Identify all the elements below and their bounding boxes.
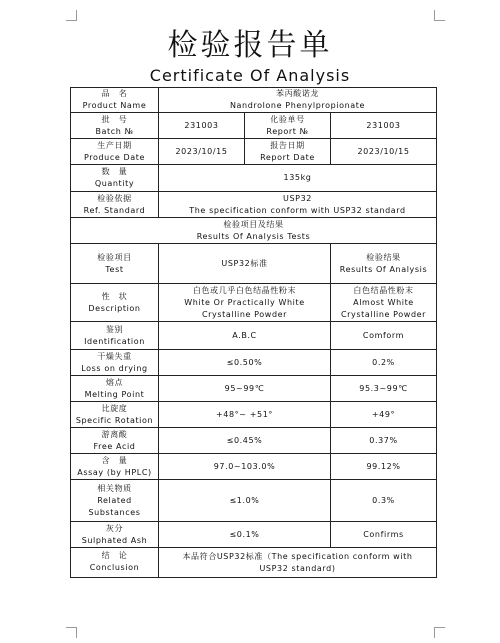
quantity-row — [71, 165, 437, 192]
test-name-cn: 性 状 — [101, 291, 128, 301]
test-row-melting-point — [71, 376, 437, 402]
certificate-table — [70, 87, 437, 578]
test-name-cell — [71, 454, 159, 480]
test-spec-cell: A.B.C — [159, 322, 331, 350]
report-date-label-cn: 报告日期 — [270, 140, 305, 150]
test-name-cell — [71, 522, 159, 548]
standard-value-cell — [159, 192, 437, 218]
test-name-cell — [71, 322, 159, 350]
conclusion-value-line-2: USP32 standard) — [259, 564, 336, 573]
test-spec-cell: ≤0.50% — [159, 350, 331, 376]
test-name-en: Loss on drying — [81, 363, 148, 373]
column-header-row — [71, 244, 437, 284]
test-result-cell: Comform — [331, 322, 437, 350]
report-date-label-en: Report Date — [260, 152, 315, 162]
test-name-cn: 鉴别 — [105, 324, 124, 334]
test-row-identification — [71, 322, 437, 350]
result-column-header-cn: 检验结果 — [366, 252, 401, 262]
test-row-assay — [71, 454, 437, 480]
test-row-sulphated-ash — [71, 522, 437, 548]
produce-date-value: 2023/10/15 — [159, 139, 245, 165]
test-name-en: Related Substances — [88, 495, 141, 517]
test-name-cell — [71, 284, 159, 322]
batch-label-en: Batch № — [95, 126, 134, 136]
test-name-en: Identification — [84, 336, 145, 346]
product-label-cn: 品 名 — [101, 89, 128, 98]
standard-value-line-2: The specification conform with USP32 standard — [189, 205, 406, 215]
test-row-description — [71, 284, 437, 322]
report-label-cn: 化验单号 — [270, 114, 305, 124]
product-row — [71, 88, 437, 113]
result-column-header-en: Results Of Analysis — [339, 264, 428, 274]
conclusion-label-en: Conclusion — [89, 563, 140, 572]
test-name-en: Description — [88, 303, 141, 313]
test-column-header-cn: 检验项目 — [97, 252, 132, 262]
document-title-chinese: 检验报告单 — [167, 28, 333, 63]
test-result-line-1: 白色结晶性粉末 — [353, 285, 414, 295]
spec-column-header: USP32标准 — [159, 244, 331, 284]
test-name-cn: 游离酸 — [101, 429, 128, 439]
report-date-label-cell — [245, 139, 331, 165]
product-value-cell — [159, 88, 437, 113]
report-value: 231003 — [331, 113, 437, 139]
report-label-cell — [245, 113, 331, 139]
produce-date-label-cn: 生产日期 — [97, 140, 132, 150]
test-name-cell — [71, 350, 159, 376]
batch-row — [71, 113, 437, 139]
test-name-cn: 灰分 — [105, 523, 124, 533]
results-header-row — [71, 218, 437, 244]
date-row — [71, 139, 437, 165]
crop-mark-bottom-left — [66, 627, 77, 638]
product-value-en: Nandrolone Phenylpropionate — [229, 101, 366, 110]
test-spec-cell: ≤0.45% — [159, 428, 331, 454]
test-result-cell: +49° — [331, 402, 437, 428]
test-spec-cell: 97.0~103.0% — [159, 454, 331, 480]
product-value-cn: 苯丙酸诺龙 — [276, 89, 319, 98]
test-spec-line-3: Crystalline Powder — [201, 309, 288, 319]
batch-label-cn: 批 号 — [101, 114, 128, 124]
test-name-en: Specific Rotation — [75, 415, 154, 425]
produce-date-label-cell — [71, 139, 159, 165]
test-spec-cell: ≤0.1% — [159, 522, 331, 548]
test-name-cell — [71, 480, 159, 522]
test-result-cell: Confirms — [331, 522, 437, 548]
conclusion-value-cell — [159, 548, 437, 578]
test-name-cn: 熔点 — [105, 377, 124, 387]
test-name-en: Melting Point — [84, 389, 145, 399]
test-row-loss-on-drying — [71, 350, 437, 376]
test-result-cell — [331, 284, 437, 322]
test-name-en: Sulphated Ash — [81, 535, 148, 545]
report-label-en: Report № — [266, 126, 309, 136]
test-name-cell — [71, 376, 159, 402]
standard-label-en: Ref. Standard — [83, 205, 146, 215]
standard-value-line-1: USP32 — [283, 193, 312, 203]
test-row-specific-rotation — [71, 402, 437, 428]
test-name-cell — [71, 428, 159, 454]
quantity-label-en: Quantity — [94, 179, 135, 188]
standard-row — [71, 192, 437, 218]
test-name-cn: 比旋度 — [101, 403, 128, 413]
test-name-cell — [71, 402, 159, 428]
test-result-line-3: Crystalline Powder — [340, 309, 427, 319]
conclusion-row — [71, 548, 437, 578]
quantity-value: 135kg — [159, 165, 437, 192]
batch-label-cell — [71, 113, 159, 139]
results-header-cn: 检验项目及结果 — [223, 219, 284, 229]
test-spec-line-2: White Or Practically White — [184, 297, 305, 307]
test-name-cn: 干燥失重 — [97, 351, 132, 361]
test-name-cn: 含 量 — [101, 455, 128, 465]
conclusion-label-cell — [71, 548, 159, 578]
report-date-value: 2023/10/15 — [331, 139, 437, 165]
batch-value: 231003 — [159, 113, 245, 139]
test-row-related-substances — [71, 480, 437, 522]
produce-date-label-en: Produce Date — [83, 152, 146, 162]
test-result-cell: 0.3% — [331, 480, 437, 522]
test-spec-cell: ≤1.0% — [159, 480, 331, 522]
document-title-english: Certificate Of Analysis — [149, 66, 351, 85]
conclusion-value-line-1: 本品符合USP32标准（The specification conform with — [182, 552, 413, 561]
test-name-en: Free Acid — [93, 441, 136, 451]
standard-label-cell — [71, 192, 159, 218]
results-header-cell — [71, 218, 437, 244]
crop-mark-bottom-right — [434, 627, 445, 638]
test-result-cell: 95.3~99℃ — [331, 376, 437, 402]
test-name-cn: 相关物质 — [97, 483, 132, 493]
test-spec-line-1: 白色或几乎白色结晶性粉末 — [192, 285, 297, 295]
standard-label-cn: 检验依据 — [97, 193, 132, 203]
test-spec-cell: 95~99℃ — [159, 376, 331, 402]
quantity-label-cell — [71, 165, 159, 192]
conclusion-label-cn: 结 论 — [101, 551, 128, 560]
test-name-en: Assay (by HPLC) — [77, 467, 152, 477]
test-result-line-2: Almost White — [353, 297, 414, 307]
test-row-free-acid — [71, 428, 437, 454]
test-column-header — [71, 244, 159, 284]
quantity-label-cn: 数 量 — [101, 167, 128, 176]
result-column-header — [331, 244, 437, 284]
test-result-cell: 0.2% — [331, 350, 437, 376]
test-spec-cell — [159, 284, 331, 322]
product-label-en: Product Name — [82, 101, 147, 110]
test-column-header-en: Test — [105, 264, 124, 274]
test-result-cell: 99.12% — [331, 454, 437, 480]
results-header-en: Results Of Analysis Tests — [196, 231, 311, 241]
product-label-cell — [71, 88, 159, 113]
test-spec-cell: +48°~ +51° — [159, 402, 331, 428]
test-result-cell: 0.37% — [331, 428, 437, 454]
